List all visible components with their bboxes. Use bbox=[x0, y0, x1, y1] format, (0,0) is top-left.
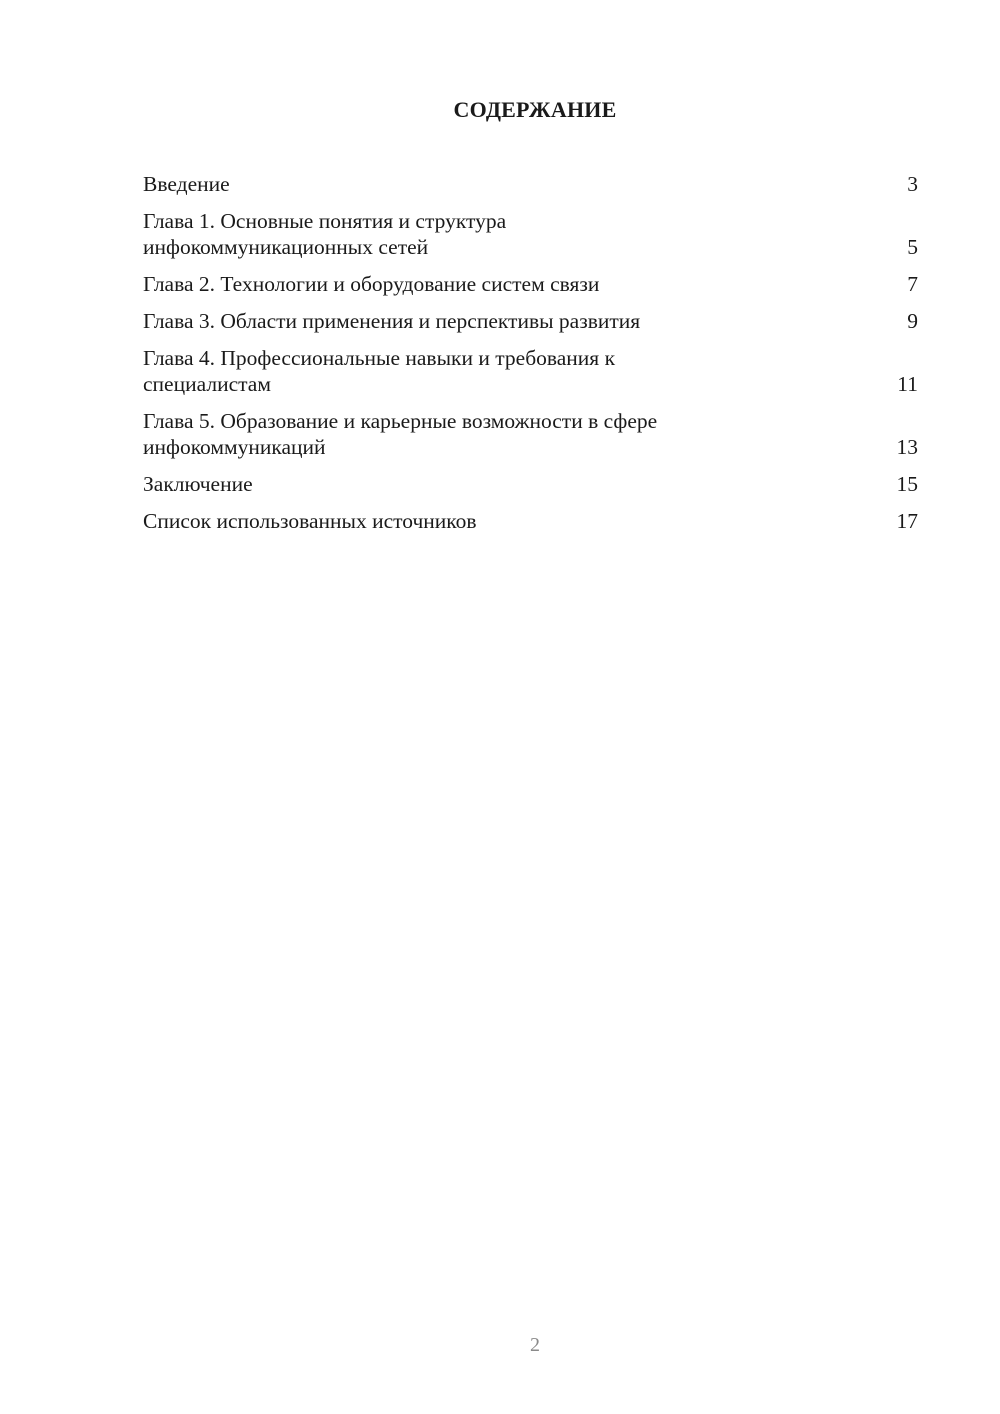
toc-entry-title: Список использованных источников bbox=[143, 509, 477, 533]
toc-entry-title: Глава 4. Профессиональные навыки и требования к специалистам bbox=[143, 346, 616, 396]
toc-entry-title: Глава 2. Технологии и оборудование систем связи bbox=[143, 272, 600, 296]
toc-entry bbox=[143, 345, 918, 397]
toc-entry-title: Глава 1. Основные понятия и структура инфокоммуникационных сетей bbox=[143, 209, 507, 259]
toc-entry-page: 7 bbox=[907, 272, 918, 296]
toc-entry-title: Глава 3. Области применения и перспективы развития bbox=[143, 309, 641, 333]
toc-entry-title: Глава 5. Образование и карьерные возможности в сфере инфокоммуникаций bbox=[143, 409, 658, 459]
toc-entry-page: 17 bbox=[896, 509, 918, 533]
toc-entry-page: 13 bbox=[896, 435, 918, 459]
toc-entry bbox=[143, 408, 918, 460]
toc-entry-title: Введение bbox=[143, 172, 230, 196]
toc-entry bbox=[143, 208, 918, 260]
table-of-contents bbox=[143, 171, 918, 545]
toc-entry-page: 3 bbox=[907, 172, 918, 196]
toc-entry-title: Заключение bbox=[143, 472, 253, 496]
toc-entry bbox=[143, 171, 918, 197]
toc-entry bbox=[143, 271, 918, 297]
toc-entry-page: 9 bbox=[907, 309, 918, 333]
toc-entry bbox=[143, 471, 918, 497]
toc-entry-page: 5 bbox=[907, 235, 918, 259]
toc-entry bbox=[143, 508, 918, 534]
page-number: 2 bbox=[530, 1334, 540, 1356]
toc-entry-page: 11 bbox=[897, 372, 918, 396]
page-title: СОДЕРЖАНИЕ bbox=[453, 97, 617, 122]
toc-entry-page: 15 bbox=[896, 472, 918, 496]
toc-entry bbox=[143, 308, 918, 334]
